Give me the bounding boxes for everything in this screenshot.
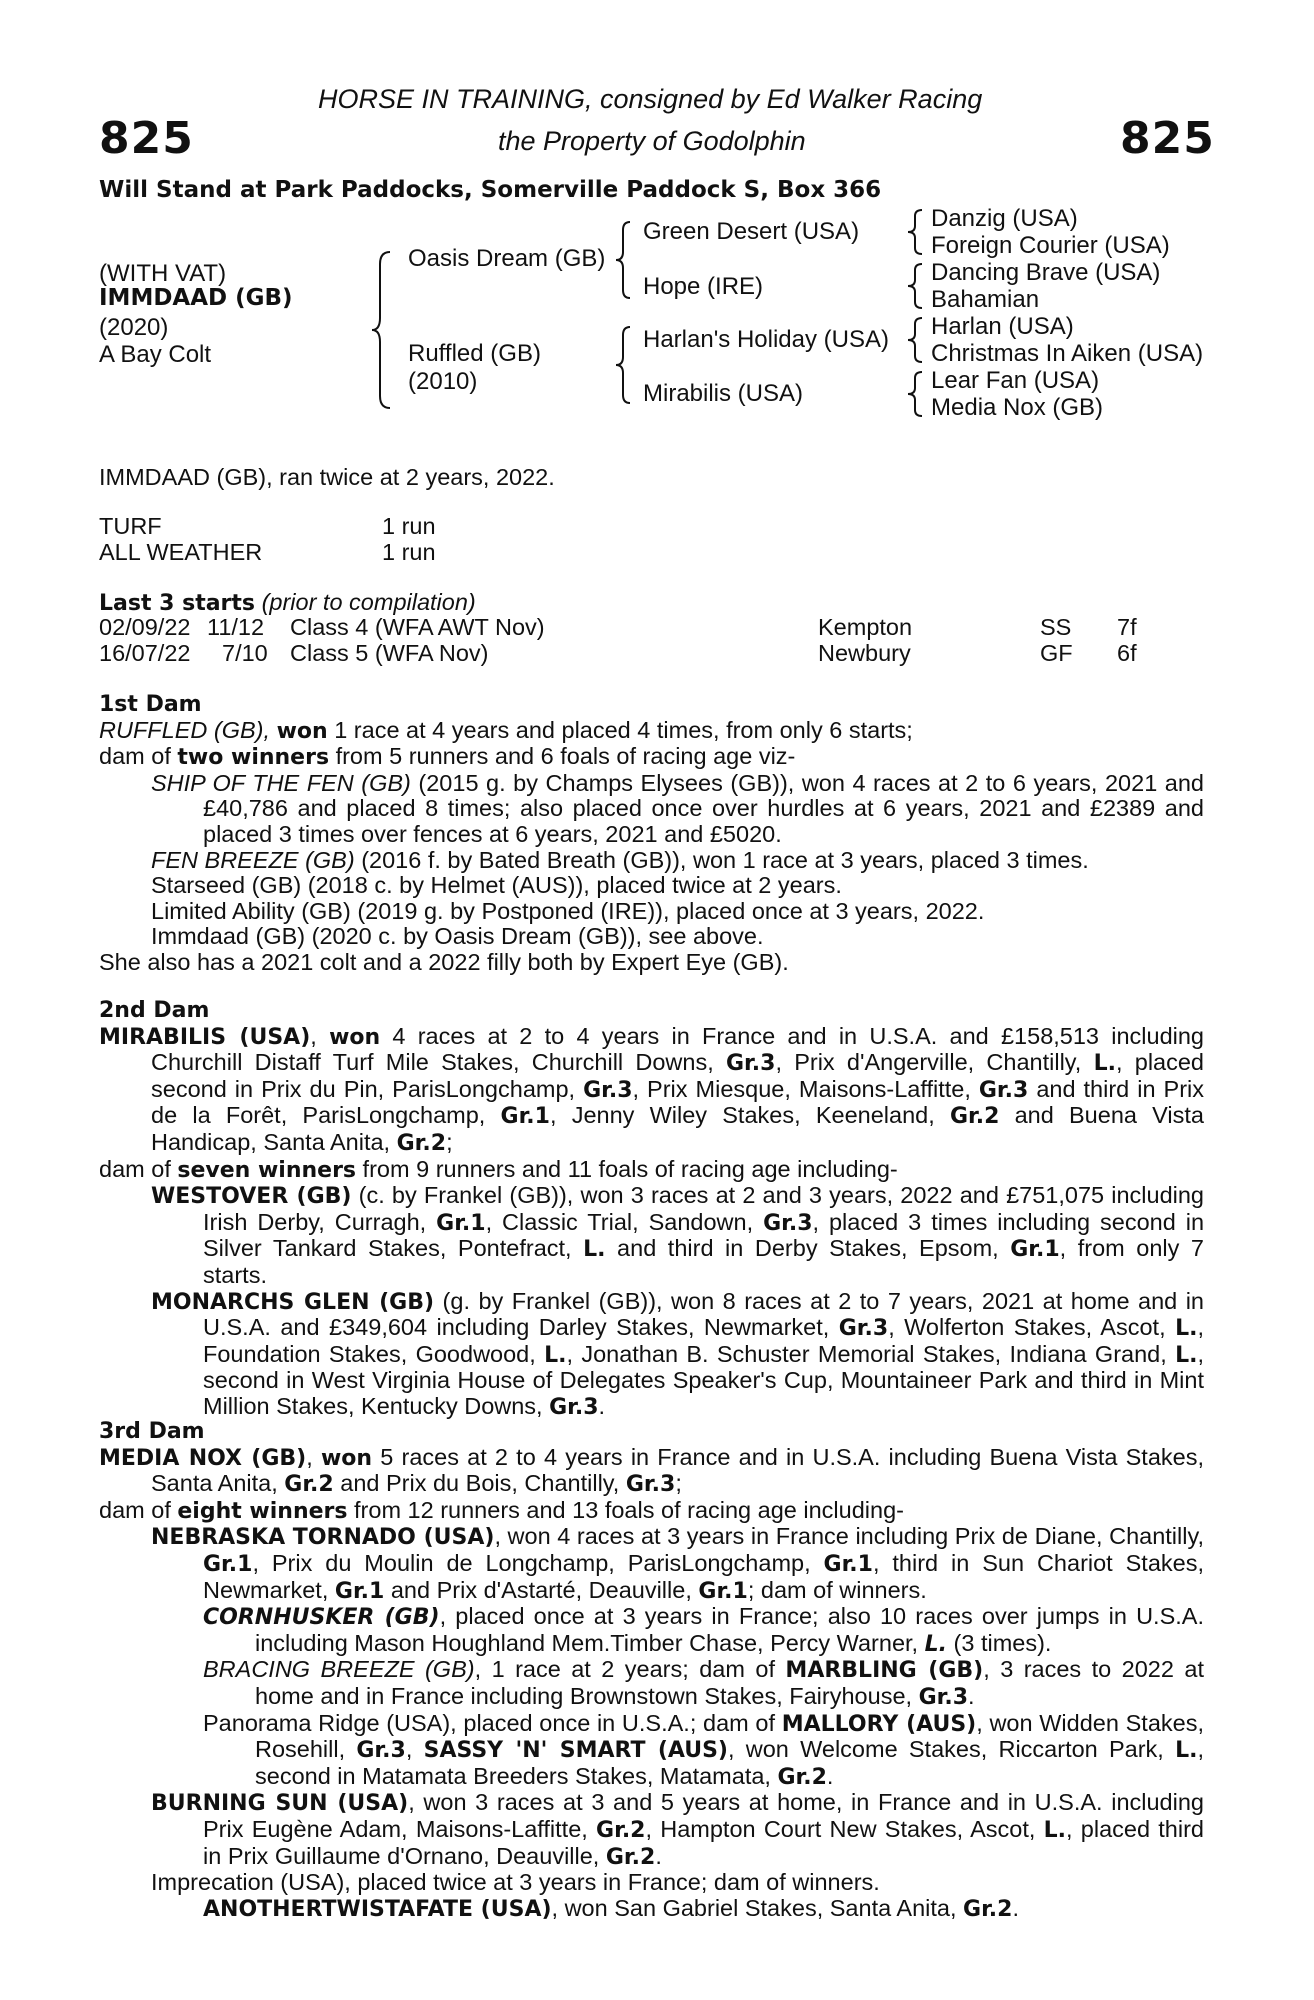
text: . xyxy=(968,1682,975,1709)
pedigree-g6: Christmas In Aiken (USA) xyxy=(931,340,1204,367)
text: , placed 3 times including second in Silver Tankard Stakes, Pontefract, xyxy=(203,1208,1205,1262)
start-race: Class 5 (WFA Nov) xyxy=(290,640,489,666)
start-race: Class 4 (WFA AWT Nov) xyxy=(290,614,545,640)
pedigree-brace-g2 xyxy=(906,262,926,312)
progeny-fen-breeze xyxy=(151,848,1204,874)
text: , Wolferton Stakes, Ascot, xyxy=(888,1314,1176,1341)
grade-label: Gr.3 xyxy=(763,1210,813,1236)
grade-label: Gr.1 xyxy=(436,1210,486,1236)
pedigree-brace-g3 xyxy=(906,316,926,366)
grade-label: Gr.2 xyxy=(284,1472,334,1498)
grade-label: Gr.2 xyxy=(963,1896,1013,1922)
intro-text: 1 race at 4 years and placed 4 times, from only 6 starts; xyxy=(327,716,913,743)
won-label: won xyxy=(329,1024,381,1050)
start-going: SS xyxy=(1040,614,1072,640)
grade-label: Gr.1 xyxy=(823,1551,873,1577)
pedigree-g8: Media Nox (GB) xyxy=(931,394,1104,421)
text: from 5 runners and 6 foals of racing age viz- xyxy=(329,743,796,770)
start-date: 02/09/22 xyxy=(99,614,191,640)
pedigree-sire: Oasis Dream (GB) xyxy=(408,245,606,272)
grade-label: Gr.1 xyxy=(1010,1237,1060,1263)
grade-label: L. xyxy=(583,1237,606,1263)
text: and Prix d'Astarté, Deauville, xyxy=(384,1576,699,1603)
pedigree-dam-year: (2010) xyxy=(408,368,478,395)
third-dam-title: 3rd Dam xyxy=(99,1419,205,1444)
progeny-imprecation: Imprecation (USA), placed twice at 3 years in France; dam of winners. xyxy=(151,1869,880,1896)
progeny-name: WESTOVER (GB) xyxy=(151,1184,352,1210)
record-runs-turf: 1 run xyxy=(382,513,436,539)
text: from 12 runners and 13 foals of racing age including- xyxy=(347,1496,904,1523)
progeny-name: SASSY 'N' SMART (AUS) xyxy=(423,1738,728,1764)
progeny-name: ANOTHERTWISTAFATE (USA) xyxy=(203,1896,552,1922)
last-starts-title: Last 3 starts xyxy=(99,591,256,616)
text: , won San Gabriel Stakes, Santa Anita, xyxy=(551,1894,964,1921)
start-course: Newbury xyxy=(818,640,911,666)
grade-label: Gr.2 xyxy=(777,1764,827,1790)
pedigree-brace-sire xyxy=(614,220,634,300)
second-dam-intro: MIRABILIS (USA), won 4 races at 2 to 4 years in France and in U.S.A. and £158,513 including Churchill Distaff Turf Mile Stakes, Churchill Downs, Gr.3, Prix d'Angerville, Chantilly, L., placed second in Prix du Pin, ParisLongchamp, Gr.3, Prix Miesque, Maisons-Laffitte, Gr.3 and third in Prix de la Forêt, ParisLongchamp, Gr.1, Jenny Wiley Stakes, Keeneland, Gr.2 and Buena Vista Handicap, Santa Anita, Gr.2; xyxy=(99,1022,1205,1156)
pedigree-dam-dam: Mirabilis (USA) xyxy=(643,380,804,407)
text: , won Welcome Stakes, Riccarton Park, xyxy=(728,1736,1176,1763)
dam-name: MEDIA NOX (GB) xyxy=(99,1445,307,1471)
pedigree-brace-main xyxy=(370,250,396,410)
progeny-name: MALLORY (AUS) xyxy=(781,1711,977,1737)
progeny-starseed: Starseed (GB) (2018 c. by Helmet (AUS)), placed twice at 2 years. xyxy=(151,872,842,899)
pedigree-brace-dam xyxy=(614,325,634,405)
text: and Prix du Bois, Chantilly, xyxy=(333,1470,626,1497)
grade-label: Gr.2 xyxy=(596,1817,646,1843)
text: Panorama Ridge (USA), placed once in U.S.A.; dam of xyxy=(203,1709,782,1736)
grade-label: L. xyxy=(924,1631,947,1657)
text: , Hampton Court New Stakes, Ascot, xyxy=(645,1815,1044,1842)
pedigree-brace-g4 xyxy=(906,370,926,420)
lot-number-left: 825 xyxy=(99,113,194,164)
grade-label: Gr.3 xyxy=(625,1472,676,1498)
text: and Buena Vista Handicap, Santa Anita, xyxy=(151,1102,1204,1155)
grade-label: Gr.3 xyxy=(583,1077,633,1103)
dam-name: RUFFLED (GB), xyxy=(99,716,271,743)
text: and third in Prix de la Forêt, ParisLongchamp, xyxy=(151,1075,1205,1129)
third-dam-intro: MEDIA NOX (GB), won 5 races at 2 to 4 years in France and in U.S.A. including Buena Vista Stakes, Santa Anita, Gr.2 and Prix du Bois, Chantilly, Gr.3; xyxy=(99,1443,1205,1498)
text: , Foundation Stakes, Goodwood, xyxy=(203,1314,1204,1367)
text: . xyxy=(1012,1894,1019,1921)
first-dam-intro xyxy=(99,718,1204,745)
winner-count: eight winners xyxy=(177,1498,348,1524)
text: , placed second in Prix du Pin, ParisLongchamp, xyxy=(151,1049,1205,1102)
text: , Classic Trial, Sandown, xyxy=(485,1208,764,1235)
progeny-text: (2015 g. by Champs Elysees (GB)), won 4 races at 2 to 6 years, 2021 and £40,786 and placed 8 times; also placed once over hurdles at 6 years, 2021 and £2389 and placed 3 times over fences at 6 years, 2021 and £5020. xyxy=(203,769,1204,847)
stand-location: Will Stand at Park Paddocks, Somerville Paddock S, Box 366 xyxy=(99,177,882,203)
text: . xyxy=(655,1842,662,1869)
first-dam-section xyxy=(99,692,1204,976)
third-dam-section xyxy=(99,1419,1204,1922)
horse-description: A Bay Colt xyxy=(99,341,212,368)
won-label: won xyxy=(276,718,328,744)
text: , second in West Virginia House of Delegates Speaker's Cup, Mountaineer Park and third in Mint Million Stakes, Kentucky Downs, xyxy=(203,1340,1204,1419)
start-course: Kempton xyxy=(818,614,913,640)
start-going: GF xyxy=(1040,640,1073,666)
text: ; xyxy=(446,1128,453,1155)
start-position: 7/10 xyxy=(222,640,268,666)
progeny-name: BRACING BREEZE (GB) xyxy=(203,1656,475,1683)
race-summary: IMMDAAD (GB), ran twice at 2 years, 2022. xyxy=(99,464,555,490)
record-runs-aw: 1 run xyxy=(382,539,436,565)
text: , Prix Miesque, Maisons-Laffitte, xyxy=(632,1075,979,1102)
property-line: the Property of Godolphin xyxy=(498,126,806,156)
text: (g. by Frankel (GB)), won 8 races at 2 to 7 years, 2021 at home and in U.S.A. and £349,604 including Darley Stakes, Newmarket, xyxy=(203,1287,1204,1341)
won-label: won xyxy=(320,1445,373,1471)
progeny-westover xyxy=(151,1183,1204,1288)
grade-label: Gr.1 xyxy=(203,1551,253,1577)
second-dam-produce-line xyxy=(99,1157,1204,1184)
pedigree-brace-g1 xyxy=(906,208,926,258)
grade-label: L. xyxy=(1175,1316,1198,1342)
grade-label: Gr.3 xyxy=(726,1051,776,1077)
grade-label: Gr.1 xyxy=(698,1578,748,1604)
horse-year: (2020) xyxy=(99,314,169,341)
pedigree-sire-dam: Hope (IRE) xyxy=(643,273,764,300)
text: and third in Derby Stakes, Epsom, xyxy=(605,1235,1011,1262)
text: dam of xyxy=(99,1155,178,1182)
grade-label: Gr.3 xyxy=(356,1738,406,1764)
text: , from only 7 starts. xyxy=(203,1235,1204,1288)
second-dam-section xyxy=(99,998,1204,1421)
progeny-name: FEN BREEZE (GB) xyxy=(151,846,355,873)
text: 5 races at 2 to 4 years in France and in U.S.A. including Buena Vista Stakes, Santa Anita, xyxy=(151,1443,1205,1497)
text: , 3 races to 2022 at home and in France including Brownstown Stakes, Fairyhouse, xyxy=(255,1656,1204,1709)
text: , placed third in Prix Guillaume d'Ornano, Deauville, xyxy=(203,1815,1204,1869)
text: , Jenny Wiley Stakes, Keeneland, xyxy=(549,1102,950,1129)
last-starts-heading xyxy=(99,590,476,617)
consignor-line: HORSE IN TRAINING, consigned by Ed Walker Racing xyxy=(318,84,983,114)
last-starts-note: (prior to compilation) xyxy=(261,589,476,615)
text: ; dam of winners. xyxy=(747,1576,927,1603)
text: dam of xyxy=(99,743,178,770)
progeny-cornhusker xyxy=(203,1604,1204,1657)
first-dam-title: 1st Dam xyxy=(99,692,202,717)
grade-label: Gr.3 xyxy=(838,1316,889,1342)
pedigree-g4: Bahamian xyxy=(931,286,1040,313)
progeny-immdaad: Immdaad (GB) (2020 c. by Oasis Dream (GB)), see above. xyxy=(151,923,764,950)
progeny-monarchs-glen xyxy=(151,1289,1204,1421)
pedigree-g1: Danzig (USA) xyxy=(931,205,1078,232)
start-date: 16/07/22 xyxy=(99,640,191,666)
text: 4 races at 2 to 4 years in France and in U.S.A. and £158,513 including Churchill Distaff Turf Mile Stakes, Churchill Downs, xyxy=(151,1022,1205,1076)
pedigree-g2: Foreign Courier (USA) xyxy=(931,232,1170,259)
grade-label: L. xyxy=(544,1342,567,1368)
text: , second in Matamata Breeders Stakes, Matamata, xyxy=(255,1736,1205,1789)
text: , 1 race at 2 years; dam of xyxy=(474,1656,786,1683)
pedigree-dam-sire: Harlan's Holiday (USA) xyxy=(643,326,889,353)
start-position: 11/12 xyxy=(207,614,265,640)
progeny-name: NEBRASKA TORNADO (USA) xyxy=(151,1525,495,1551)
progeny-ship-of-the-fen xyxy=(151,771,1204,848)
grade-label: Gr.1 xyxy=(334,1578,385,1604)
vat-note: (WITH VAT) xyxy=(99,260,227,287)
progeny-name: BURNING SUN (USA) xyxy=(151,1791,409,1817)
first-dam-closing: She also has a 2021 colt and a 2022 filly both by Expert Eye (GB). xyxy=(99,948,789,975)
text: . xyxy=(826,1762,834,1789)
grade-label: Gr.3 xyxy=(918,1684,969,1710)
progeny-bracing-breeze xyxy=(203,1657,1204,1710)
grade-label: L. xyxy=(1043,1817,1067,1843)
grade-label: L. xyxy=(1093,1051,1116,1077)
text: , won 4 races at 3 years in France including Prix de Diane, Chantilly, xyxy=(494,1523,1205,1550)
pedigree-g3: Dancing Brave (USA) xyxy=(931,259,1161,286)
grade-label: Gr.2 xyxy=(949,1104,1000,1130)
text: , won 3 races at 3 and 5 years at home, in France and in U.S.A. including Prix Eugène Adam, Maisons-Laffitte, xyxy=(203,1789,1204,1842)
text: , placed once at 3 years in France; also 10 races over jumps in U.S.A. including Mason Houghland Mem.Timber Chase, Percy Warner, xyxy=(255,1603,1204,1656)
text: , third in Sun Chariot Stakes, Newmarket, xyxy=(203,1549,1204,1603)
progeny-panorama-ridge xyxy=(203,1711,1204,1791)
text: , xyxy=(405,1736,424,1763)
text: , won Widden Stakes, Rosehill, xyxy=(255,1709,1204,1763)
start-distance: 6f xyxy=(1117,640,1137,666)
lot-number-right: 825 xyxy=(1120,113,1215,164)
grade-label: Gr.3 xyxy=(978,1077,1029,1103)
progeny-anothertwistafate xyxy=(203,1896,1204,1923)
winner-count: two winners xyxy=(177,745,330,771)
pedigree-g7: Lear Fan (USA) xyxy=(931,367,1100,394)
text: , Prix du Moulin de Longchamp, ParisLongchamp, xyxy=(252,1549,824,1576)
progeny-burning-sun xyxy=(151,1790,1204,1870)
progeny-name: SHIP OF THE FEN (GB) xyxy=(151,769,411,796)
record-surface-aw: ALL WEATHER xyxy=(99,539,263,565)
progeny-name: MONARCHS GLEN (GB) xyxy=(151,1289,435,1315)
start-distance: 7f xyxy=(1117,614,1137,640)
grade-label: Gr.3 xyxy=(549,1394,599,1420)
text: from 9 runners and 11 foals of racing age including- xyxy=(356,1155,898,1182)
text: , Jonathan B. Schuster Memorial Stakes, Indiana Grand, xyxy=(566,1340,1176,1367)
text: . xyxy=(598,1392,606,1419)
grade-label: Gr.2 xyxy=(396,1130,447,1156)
text: , Prix d'Angerville, Chantilly, xyxy=(775,1049,1094,1076)
record-surface-turf: TURF xyxy=(99,513,162,539)
pedigree-dam: Ruffled (GB) xyxy=(408,340,541,367)
grade-label: L. xyxy=(1175,1738,1198,1764)
text: (3 times). xyxy=(947,1629,1052,1656)
progeny-text: (2016 f. by Bated Breath (GB)), won 1 race at 3 years, placed 3 times. xyxy=(354,846,1089,873)
second-dam-title: 2nd Dam xyxy=(99,998,210,1023)
pedigree-g5: Harlan (USA) xyxy=(931,313,1074,340)
text: dam of xyxy=(99,1496,178,1523)
winner-count: seven winners xyxy=(177,1157,357,1183)
dam-name: MIRABILIS (USA) xyxy=(99,1024,311,1050)
progeny-limited-ability: Limited Ability (GB) (2019 g. by Postponed (IRE)), placed once at 3 years, 2022. xyxy=(151,897,985,924)
first-dam-produce-line xyxy=(99,744,1204,771)
progeny-name: CORNHUSKER (GB) xyxy=(203,1605,440,1631)
text: ; xyxy=(675,1470,682,1497)
progeny-nebraska-tornado xyxy=(151,1524,1204,1604)
grade-label: Gr.1 xyxy=(500,1104,550,1130)
third-dam-produce-line xyxy=(99,1498,1204,1525)
grade-label: L. xyxy=(1175,1342,1198,1368)
text: (c. by Frankel (GB)), won 3 races at 2 and 3 years, 2022 and £751,075 including Irish Derby, Curragh, xyxy=(203,1182,1204,1235)
pedigree-sire-sire: Green Desert (USA) xyxy=(643,218,860,245)
grade-label: Gr.2 xyxy=(605,1844,656,1870)
progeny-name: MARBLING (GB) xyxy=(785,1658,984,1684)
horse-name: IMMDAAD (GB) xyxy=(99,285,293,311)
